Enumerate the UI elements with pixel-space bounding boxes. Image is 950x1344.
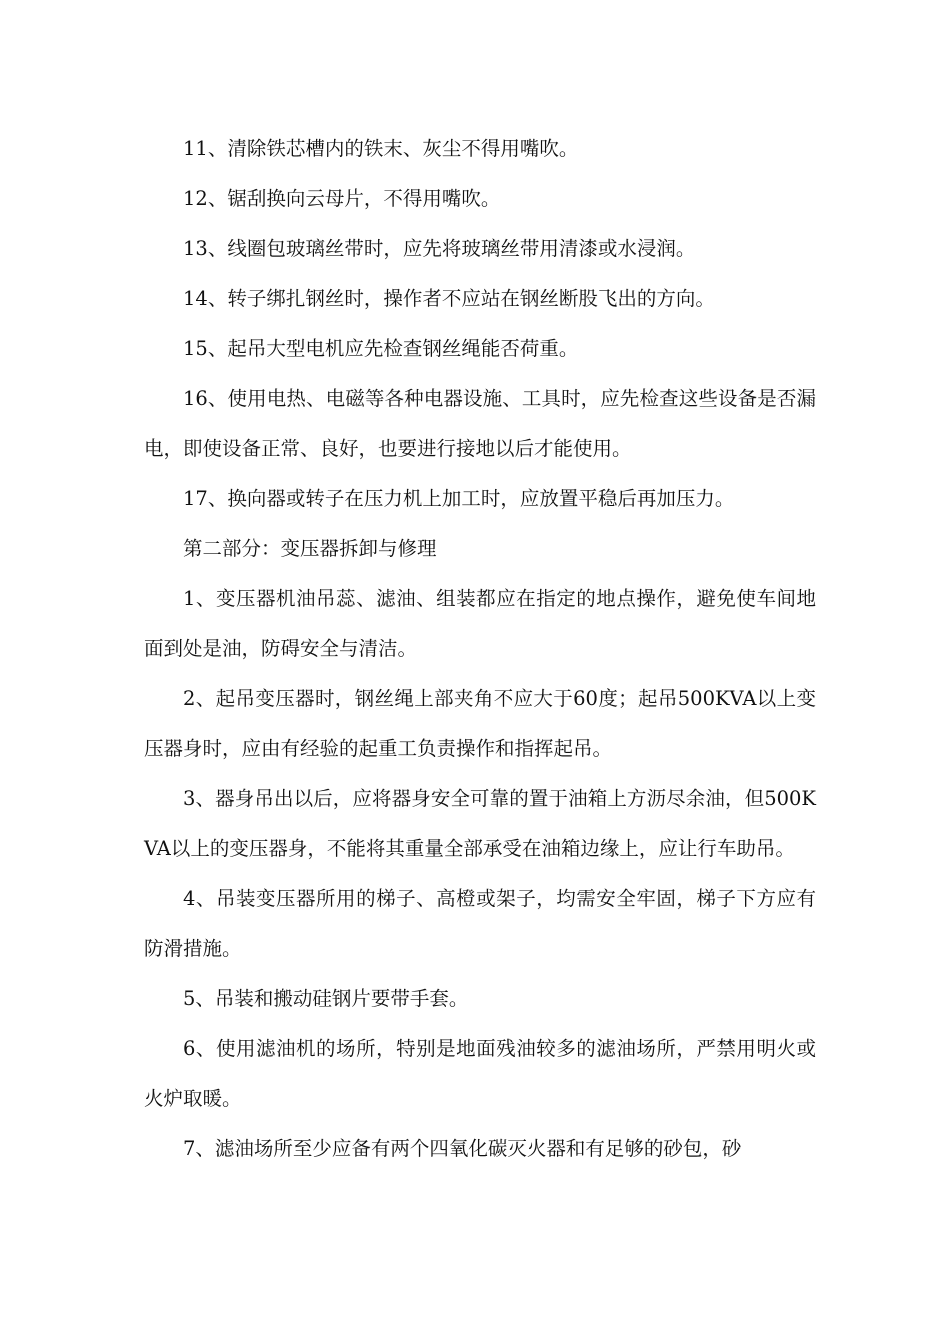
paragraph-4: 4、吊装变压器所用的梯子、高橙或架子，均需安全牢固，梯子下方应有防滑措施。 — [144, 887, 816, 960]
paragraph-1: 1、变压器机油吊蕊、滤油、组装都应在指定的地点操作，避免使车间地面到处是油，防碍安全与清洁。 — [144, 587, 816, 660]
paragraph-16: 16、使用电热、电磁等各种电器设施、工具时，应先检查这些设备是否漏电，即使设备正常、良好，也要进行接地以后才能使用。 — [144, 387, 816, 460]
paragraph-7: 7、滤油场所至少应备有两个四氧化碳灭火器和有足够的砂包，砂 — [183, 1137, 742, 1160]
paragraph-5: 5、吊装和搬动硅钢片要带手套。 — [183, 987, 469, 1010]
paragraph-12: 12、锯刮换向云母片，不得用嘴吹。 — [183, 187, 501, 210]
paragraph-11: 11、清除铁芯槽内的铁末、灰尘不得用嘴吹。 — [183, 137, 579, 160]
document-page — [144, 124, 816, 1174]
paragraph-13: 13、线圈包玻璃丝带时，应先将玻璃丝带用清漆或水浸润。 — [183, 237, 696, 260]
section-heading: 第二部分：变压器拆卸与修理 — [183, 537, 437, 560]
paragraph-15: 15、起吊大型电机应先检查钢丝绳能否荷重。 — [183, 337, 579, 360]
paragraph-6: 6、使用滤油机的场所，特别是地面残油较多的滤油场所，严禁用明火或火炉取暖。 — [144, 1037, 816, 1110]
paragraph-14: 14、转子绑扎钢丝时，操作者不应站在钢丝断股飞出的方向。 — [183, 287, 715, 310]
paragraph-3: 3、器身吊出以后，应将器身安全可靠的置于油箱上方沥尽余油，但500KVA以上的变压器身，不能将其重量全部承受在油箱边缘上，应让行车助吊。 — [144, 787, 816, 860]
paragraph-2: 2、起吊变压器时，钢丝绳上部夹角不应大于60度；起吊500KVA以上变压器身时，应由有经验的起重工负责操作和指挥起吊。 — [144, 687, 816, 760]
paragraph-17: 17、换向器或转子在压力机上加工时，应放置平稳后再加压力。 — [183, 487, 735, 510]
